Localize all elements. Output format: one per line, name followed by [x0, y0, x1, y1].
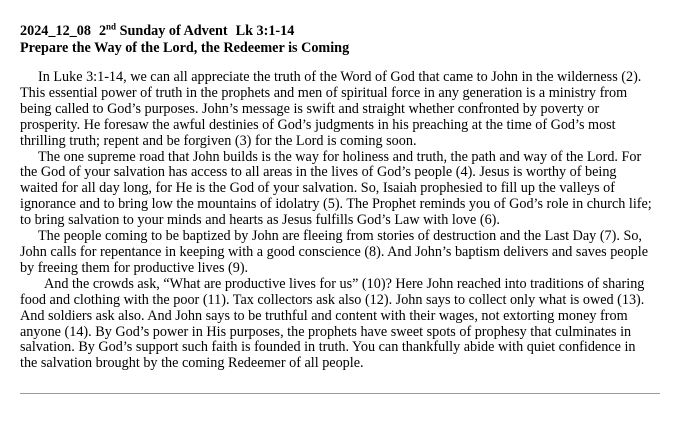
body-line: to bring salvation to your minds and hearts as Jesus fulfills God’s Law with love (6).: [20, 212, 500, 229]
sunday-suffix: nd: [106, 21, 117, 32]
sermon-date: 2024_12_08: [20, 23, 91, 39]
body-line: The one supreme road that John builds is the way for holiness and truth, the path and way of the Lord. For: [38, 148, 642, 165]
body-line: by freeing them for productive lives (9).: [20, 259, 249, 276]
sermon-document: [20, 23, 680, 372]
body-line: The people coming to be baptized by John are fleeing from stories of destruction and the Last Day (7). So,: [38, 228, 642, 245]
sunday-label: Sunday of Advent: [119, 23, 228, 39]
bottom-divider: [20, 393, 660, 394]
body-line: waited for all day long, for He is the God of your salvation. So, Isaiah prophesied to fill up the valleys of: [20, 180, 615, 197]
sunday-number: 2: [98, 23, 107, 39]
body-line: the salvation brought by the coming Redeemer of all people.: [20, 355, 364, 372]
body-line: John calls for repentance in keeping with a good conscience (8). And John’s baptism delivers and saves people: [20, 243, 649, 260]
body-line: And the crowds ask, “What are productive lives for us” (10)? Here John reached into traditions of sharing: [44, 275, 645, 292]
body-line: This essential power of truth in the prophets and men of spiritual force in any generation is a ministry from: [20, 84, 628, 101]
body-line: thrilling truth; repent and be forgiven (3) for the Lord is coming soon.: [20, 132, 417, 149]
body-line: And soldiers ask also. And John says to be truthful and content with their wages, not extorting money from: [20, 307, 628, 324]
sermon-body: [20, 70, 680, 372]
scripture-reference: Lk 3:1-14: [235, 23, 295, 39]
body-line: ignorance and to bring low the mountains of idolatry (5). The Prophet reminds you of God’s role in church life;: [20, 196, 652, 213]
header-line: [20, 23, 680, 40]
body-line: food and clothing with the poor (11). Tax collectors ask also (12). John says to collect only what is owed (13).: [20, 291, 645, 308]
body-line: salvation. By God’s support such faith is founded in truth. You can thankfully abide with quiet confidence in: [20, 339, 636, 356]
body-line: In Luke 3:1-14, we can all appreciate the truth of the Word of God that came to John in the wilderness (2).: [38, 69, 642, 85]
body-line: prosperity. He foresaw the awful destinies of God’s judgments in his preaching at the time of God’s most: [20, 116, 616, 133]
body-line: anyone (14). By God’s power in His purposes, the prophets have sweet spots of prophesy that culminates in: [20, 323, 632, 340]
sermon-title: Prepare the Way of the Lord, the Redeemer is Coming: [20, 40, 350, 56]
body-line: being called to God’s purposes. John’s message is swift and straight whether confronted by poverty or: [20, 100, 600, 117]
body-line: the God of your salvation has access to all areas in the lives of God’s people (4). Jesus is worthy of being: [20, 164, 617, 181]
